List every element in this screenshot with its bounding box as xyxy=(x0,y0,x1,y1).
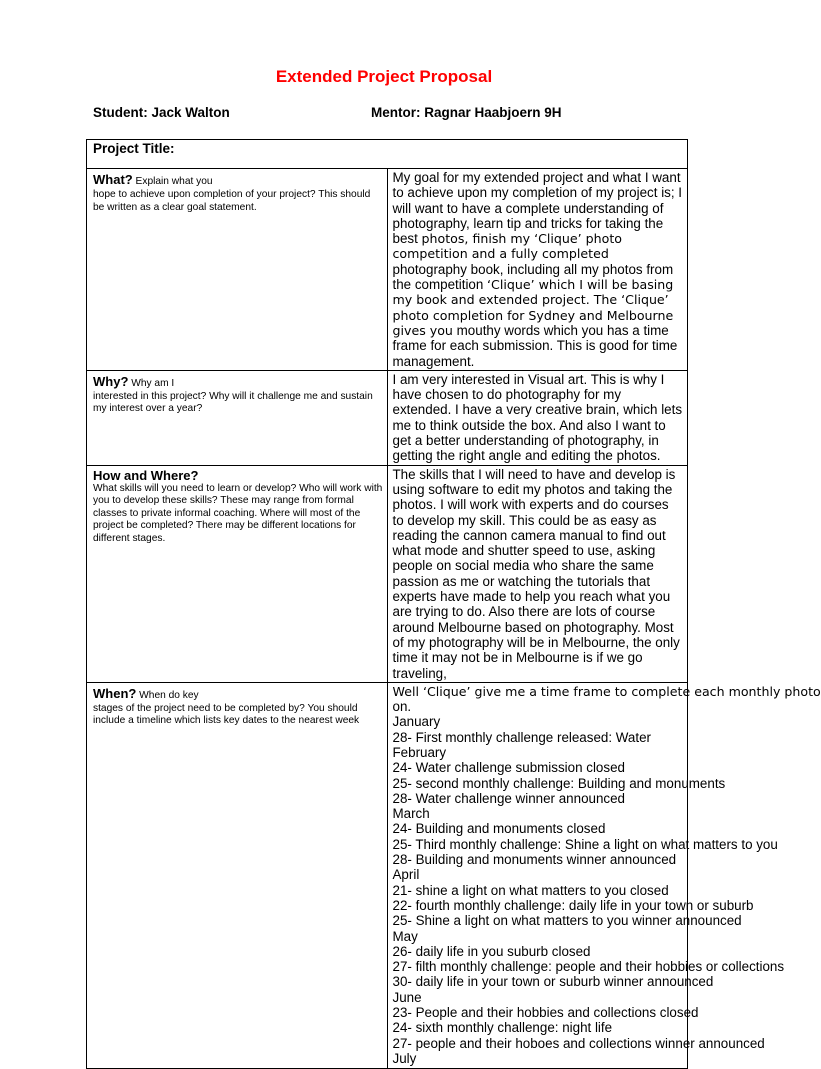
timeline-list xyxy=(392,714,785,1066)
timeline-item: February xyxy=(392,744,447,760)
when-content-cell xyxy=(387,682,821,1068)
why-content-cell xyxy=(387,370,688,465)
why-description: interested in this project? Why will it challenge me and sustain my interest over a year? xyxy=(93,390,373,415)
timeline-item: 27- people and their hoboes and collections winner announced xyxy=(392,1035,765,1051)
timeline-item: 24- sixth monthly challenge: night life xyxy=(392,1020,613,1036)
timeline-item: 28- Building and monuments winner announced xyxy=(392,852,677,868)
what-label-cell xyxy=(87,169,388,371)
when-heading: When? xyxy=(93,685,137,701)
timeline-item: 25- second monthly challenge: Building and monuments xyxy=(392,775,726,791)
timeline-item: 24- Building and monuments closed xyxy=(392,821,606,837)
how-description: What skills will you need to learn or develop? Who will work with you to develop these skills? These may range from formal classes to private informal coaching. Where will most of the project be completed? There may be different locations for different stages. xyxy=(93,482,383,545)
when-desc-first: When do key xyxy=(136,689,199,701)
how-label-cell xyxy=(87,465,388,682)
what-content-alt2: ‘Clique’ which I will be basing my book and extended project. The ‘Clique’ photo completion for Sydney and Melbourne gives you xyxy=(392,277,674,338)
when-intro: Well ‘Clique’ give me a time frame to complete each monthly photo xyxy=(392,683,821,699)
proposal-table xyxy=(86,139,821,1069)
mentor-name: Mentor: Ragnar Haabjoern 9H xyxy=(371,105,562,120)
what-content-cell xyxy=(387,169,688,371)
project-title-cell xyxy=(87,140,688,169)
what-content: My goal for my extended project and what I want to achieve upon my completion of my project is; I will want to have a complete understanding of photography, learn tip and tricks for taking the best xyxy=(392,170,683,247)
document-title: Extended Project Proposal xyxy=(275,67,493,86)
timeline-item: 28- Water challenge winner announced xyxy=(392,790,625,806)
timeline-item: 26- daily life in you suburb closed xyxy=(392,943,591,959)
timeline-item: July xyxy=(392,1050,417,1066)
when-label-cell xyxy=(87,682,388,1068)
timeline-item: 22- fourth monthly challenge: daily life in your town or suburb xyxy=(392,897,754,913)
student-name: Student: Jack Walton xyxy=(93,105,230,120)
timeline-item: 25- Shine a light on what matters to you winner announced xyxy=(392,913,742,929)
timeline-item: March xyxy=(392,806,430,822)
what-desc-first: Explain what you xyxy=(132,176,213,187)
timeline-item: 30- daily life in your town or suburb winner announced xyxy=(392,974,714,990)
how-row xyxy=(87,465,688,682)
when-row xyxy=(87,682,688,1068)
timeline-item: 28- First monthly challenge released: Water xyxy=(392,729,652,745)
timeline-item: May xyxy=(392,928,418,944)
timeline-item: 24- Water challenge submission closed xyxy=(392,760,625,776)
timeline-item: April xyxy=(392,867,420,883)
why-desc-first: Why am I xyxy=(128,377,175,389)
timeline-item: 21- shine a light on what matters to you closed xyxy=(392,882,669,898)
how-heading: How and Where? xyxy=(93,467,199,483)
what-row xyxy=(87,169,688,371)
timeline-item: June xyxy=(392,989,422,1005)
how-content-cell xyxy=(387,465,688,682)
project-title-row xyxy=(87,140,688,169)
timeline-item: January xyxy=(392,714,441,730)
what-description: hope to achieve upon completion of your project? This should be written as a clear goal statement. xyxy=(93,189,371,213)
timeline-item: 23- People and their hobbies and collections closed xyxy=(392,1005,699,1021)
why-content: I am very interested in Visual art. This is why I have chosen to do photography for my extended. I have a very creative brain, which lets me to think outside the box. And also I want to get a better understanding of photography, in getting the right angle and editing the photos. xyxy=(392,371,683,464)
why-heading: Why? xyxy=(93,373,129,389)
project-title-label: Project Title: xyxy=(93,141,175,156)
timeline-item: 25- Third monthly challenge: Shine a light on what matters to you xyxy=(392,836,778,852)
how-content: The skills that I will need to have and develop is using software to edit my photos and taking the photos. I will work with experts and do courses to develop my skill. This could be as easy as reading the cannon camera manual to find out what mode and shutter speed to use, asking people on social media who share the same passion as me or watching the tutorials that experts have made to help you reach what you are trying to do. Also there are lots of course around Melbourne based on photography. Most of my photography will be in Melbourne, the only time it may not be in Melbourne is if we go traveling, xyxy=(392,466,680,681)
why-row xyxy=(87,370,688,465)
what-content-3: mouthy words which you has a time frame for each submission. This is good for time management. xyxy=(392,322,678,369)
when-description: stages of the project need to be completed by? You should include a timeline which lists key dates to the nearest week xyxy=(93,702,360,727)
why-label-cell xyxy=(87,370,388,465)
timeline-item: 27- filth monthly challenge: people and their hobbies or collections xyxy=(392,959,785,975)
when-intro-end: on. xyxy=(392,699,412,715)
what-heading: What? xyxy=(93,172,133,187)
what-content-2: photography book, including all my photos from the competition xyxy=(392,261,674,293)
what-content-alt: photos, finish my ‘Clique’ photo competition and a fully completed xyxy=(392,231,622,262)
